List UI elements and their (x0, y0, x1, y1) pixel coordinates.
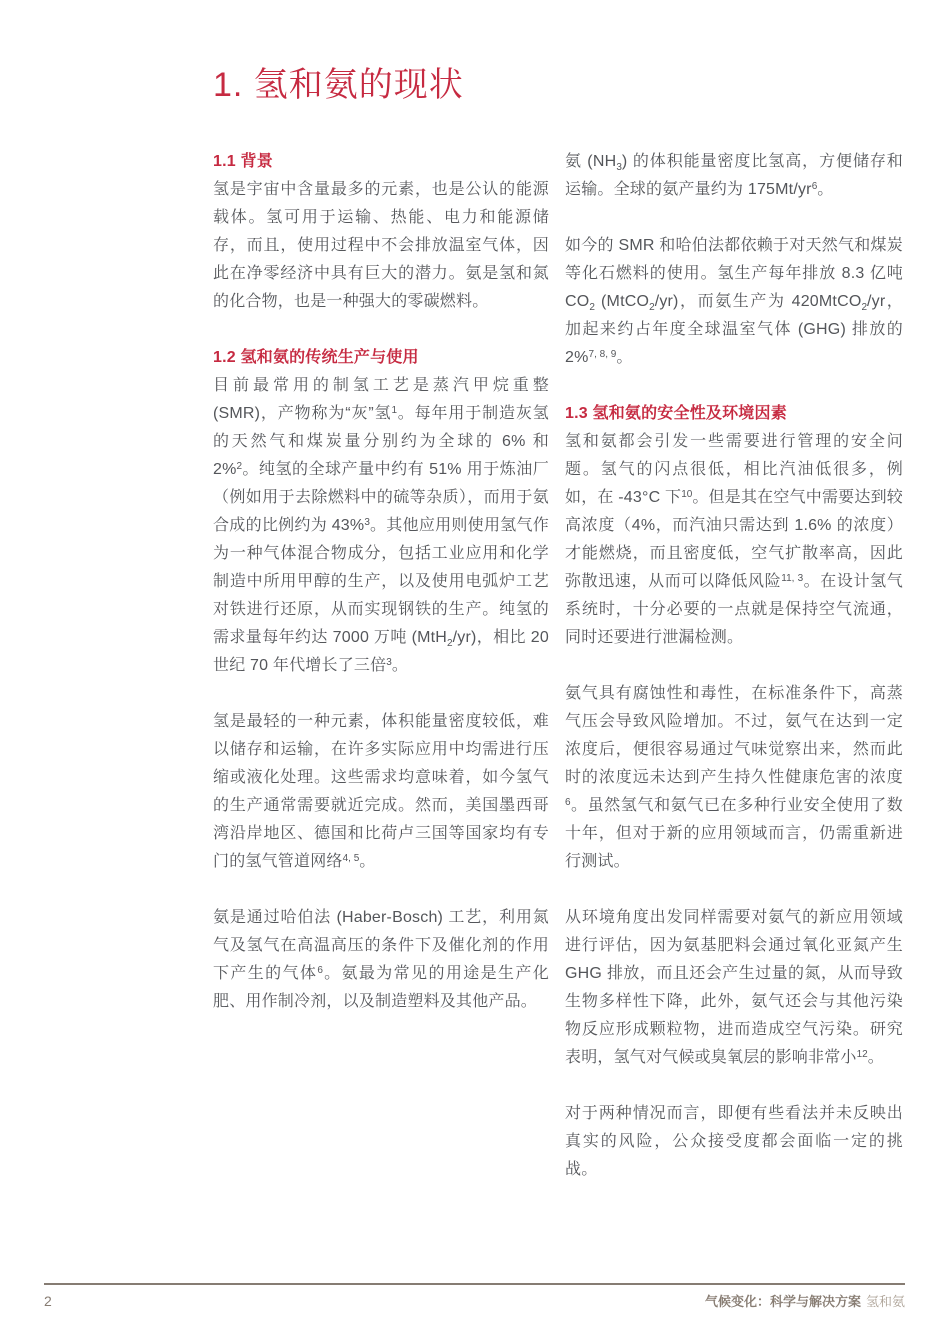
paragraph-environment: 从环境角度出发同样需要对氨气的新应用领域进行评估，因为氨基肥料会通过氧化亚氮产生 GHG 排放，而且还会产生过量的氮，从而导致生物多样性下降，此外，氨气还会与其他污染物反应形成颗粒物，进而造成空气污染。研究表明，氢气对气候或臭氧层的影响非常小$^{12}$。 (565, 909, 903, 1066)
paragraph-production: 目前最常用的制氢工艺是蒸汽甲烷重整 (SMR)，产物称为“灰”氢$^1$。每年用于制造灰氢的天然气和煤炭量分别约为全球的 6% 和 2%$^2$。纯氢的全球产量中约有 51% 用于炼油厂（例如用于去除燃料中的硫等杂质），而用于氨合成的比例约为 43%$^3$。其他应用则使用氢气作为一种气体混合物成分，包括工业应用和化学制造中所用甲醇的生产，以及使用电弧炉工艺对铁进行还原，从而实现钢铁的生产。纯氢的需求量每年约达 7000 万吨 (MtH$_2$/yr)，相比 20 世纪 70 年代增长了三倍$^3$。 (213, 377, 549, 674)
paragraph-storage-transport: 氢是最轻的一种元素，体积能量密度较低，难以储存和运输，在许多实际应用中均需进行压缩或液化处理。这些需求均意味着，如今氢气的生产通常需要就近完成。然而，美国墨西哥湾沿岸地区、德国和比荷卢三国等国家均有专门的氢气管道网络$^{4, 5}$。 (213, 713, 549, 870)
paragraph-ammonia-safety: 氨气具有腐蚀性和毒性，在标准条件下，高蒸气压会导致风险增加。不过，氨气在达到一定浓度后，便很容易通过气味觉察出来，然而此时的浓度远未达到产生持久性健康危害的浓度$^6$。虽然氢气和氨气已在多种行业安全使用了数十年，但对于新的应用领域而言，仍需重新进行测试。 (565, 685, 903, 870)
paragraph-emissions: 如今的 SMR 和哈伯法都依赖于对天然气和煤炭等化石燃料的使用。氢生产每年排放 8.3 亿吨 $CO_2$ (MtCO$_2$/yr)，而氨生产为 420MtCO$_2$/yr，加起来约占年度全球温室气体 (GHG) 排放的 2%$^{7, 8, 9}$。 (565, 237, 904, 366)
section-heading-1-2-traditional-production: 1.2 氢和氨的传统生产与使用 (213, 349, 419, 366)
paragraph-haber-bosch: 氨是通过哈伯法 (Haber-Bosch) 工艺，利用氮气及氢气在高温高压的条件下及催化剂的作用下产生的气体$^6$。氨最为常见的用途是生产化肥、用作制冷剂，以及制造塑料及其他产品。 (213, 909, 550, 1010)
left-column (213, 148, 549, 1016)
footer-divider (44, 1283, 905, 1285)
footer-page-number: 2 (44, 1293, 52, 1309)
footer-document-reference (705, 1293, 905, 1310)
footer-doc-topic: 氢和氨 (865, 1294, 905, 1309)
paragraph-ammonia-density: 氨 $(NH_3)$ 的体积能量密度比氢高，方便储存和运输。全球的氨产量约为 $175Mt/yr^6$。 (565, 153, 904, 198)
paragraph-public-acceptance: 对于两种情况而言，即便有些看法并未反映出真实的风险，公众接受度都会面临一定的挑战。 (565, 1105, 903, 1178)
page-title: 1. 氢和氨的现状 (213, 66, 464, 104)
right-column (565, 148, 903, 1184)
paragraph-hydrogen-safety: 氢和氨都会引发一些需要进行管理的安全问题。氢气的闪点很低，相比汽油低很多，例如，在 -43°C 下$^{10}$。但是其在空气中需要达到较高浓度（4%，而汽油只需达到 1.6% 的浓度）才能燃烧，而且密度低，空气扩散率高，因此弥散迅速，从而可以降低风险$^{11, 3}$。在设计氢气系统时，十分必要的一点就是保持空气流通，同时还要进行泄漏检测。 (565, 433, 903, 646)
footer-doc-title: 气候变化：科学与解决方案 (704, 1294, 861, 1309)
section-heading-1-3-safety-environment: 1.3 氢和氨的安全性及环境因素 (565, 405, 787, 422)
section-heading-1-1-background: 1.1 背景 (213, 153, 273, 170)
paragraph-background: 氢是宇宙中含量最多的元素，也是公认的能源载体。氢可用于运输、热能、电力和能源储存，而且，使用过程中不会排放温室气体，因此在净零经济中具有巨大的潜力。氨是氢和氮的化合物，也是一种强大的零碳燃料。 (213, 181, 549, 310)
